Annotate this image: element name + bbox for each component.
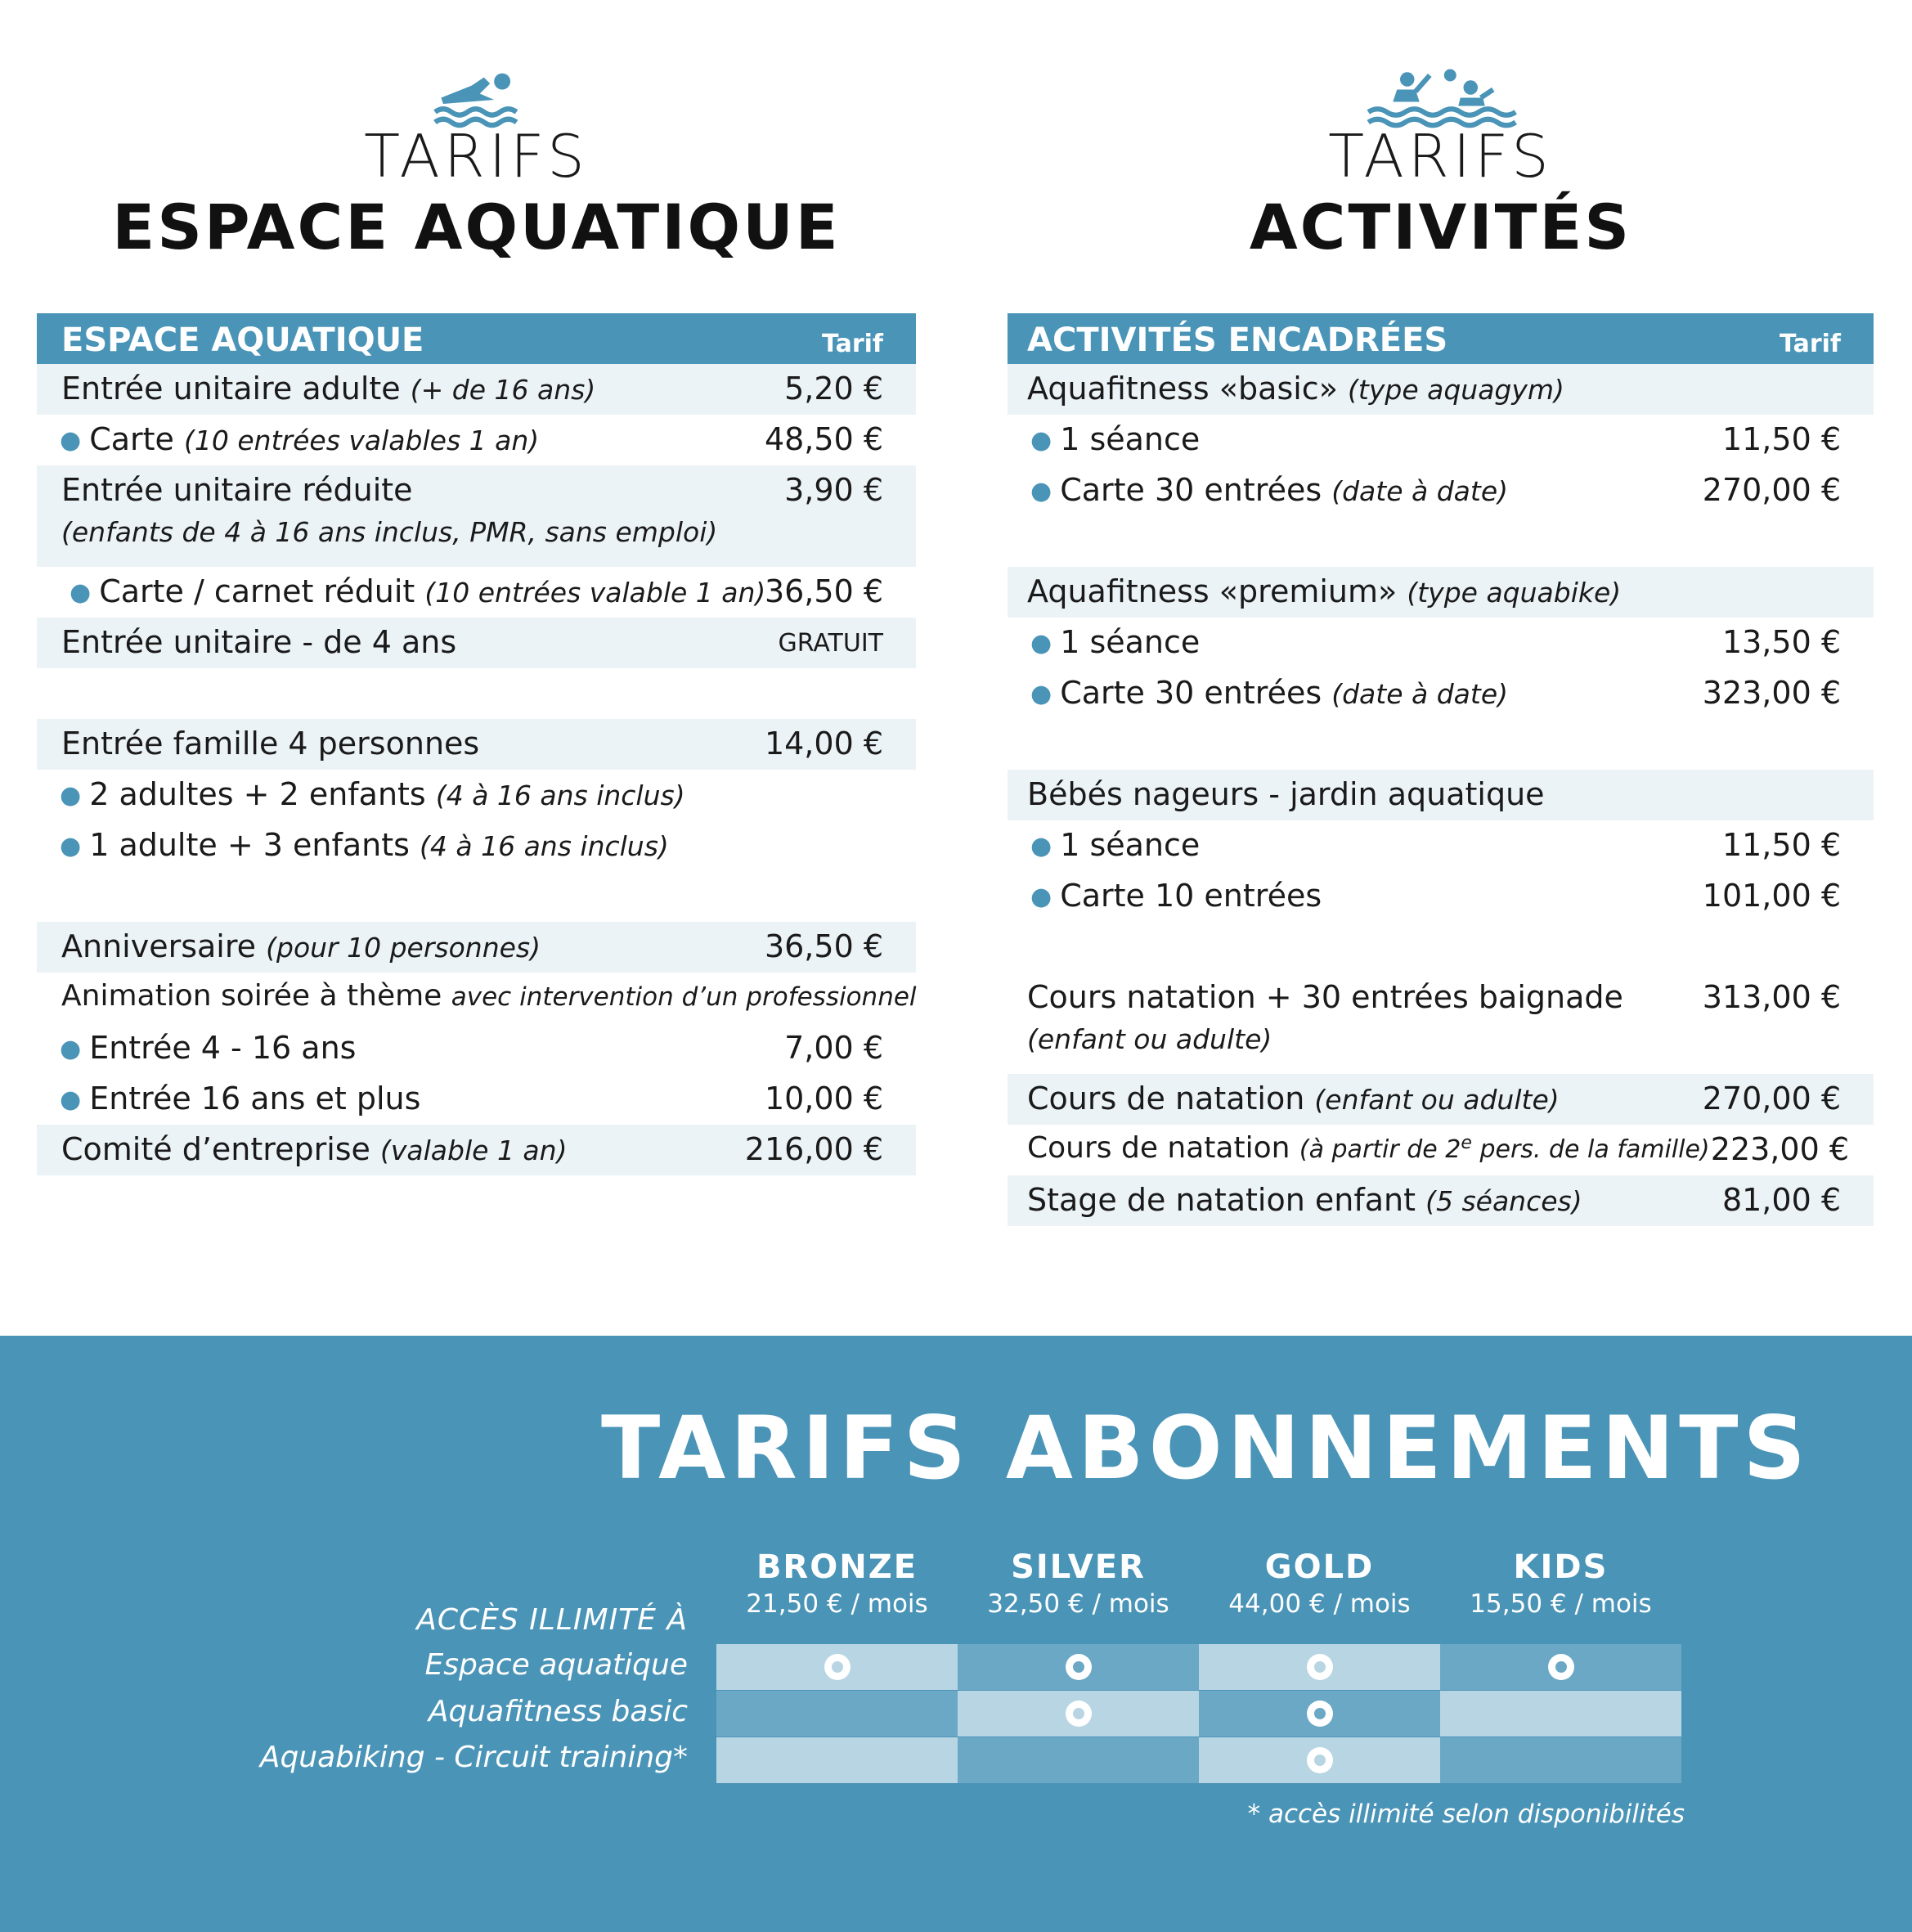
row-label: Aquafitness «premium» — [1027, 573, 1398, 609]
grid-cell — [1199, 1691, 1440, 1737]
right-title-big: ACTIVITÉS — [1249, 191, 1632, 263]
row-label: Stage de natation enfant — [1027, 1182, 1416, 1218]
abonnements-title: TARIFS ABONNEMENTS — [601, 1398, 1811, 1498]
feature-label: Aquabiking - Circuit training* — [259, 1741, 688, 1774]
table-row — [37, 364, 916, 415]
row-price: 5,20 € — [784, 371, 883, 407]
row-price: 101,00 € — [1702, 878, 1841, 914]
row-note: (enfant ou adulte) — [1314, 1084, 1560, 1116]
row-label: Carte 30 entrées — [1060, 675, 1322, 711]
plan-name: SILVER — [1011, 1548, 1146, 1586]
row-label: Cours de natation — [1027, 1081, 1305, 1117]
bullet-icon: ● — [1030, 680, 1052, 708]
bullet-icon: ● — [1030, 832, 1052, 860]
included-icon — [1307, 1654, 1333, 1680]
grid-cell — [716, 1737, 958, 1783]
bullet-icon: ● — [60, 1035, 82, 1063]
row-label: Aquafitness «basic» — [1027, 371, 1338, 407]
included-icon — [1307, 1701, 1333, 1727]
row-price: 10,00 € — [764, 1081, 883, 1117]
table-row — [1008, 871, 1874, 922]
bullet-icon: ● — [70, 578, 92, 607]
bullet-icon: ● — [60, 832, 82, 860]
row-note: (4 à 16 ans inclus) — [435, 780, 685, 811]
table-row — [37, 567, 916, 618]
row-note: (enfants de 4 à 16 ans inclus, PMR, sans emploi) — [61, 516, 718, 548]
footnote: * accès illimité selon disponibilités — [1247, 1799, 1685, 1829]
row-price: GRATUIT — [778, 629, 883, 658]
row-note: (à partir de 2 — [1299, 1135, 1461, 1164]
grid-cell — [1199, 1737, 1440, 1783]
grid-cell — [958, 1737, 1199, 1783]
table-row — [1008, 364, 1874, 415]
row-price: 313,00 € — [1702, 979, 1841, 1015]
table-header-price: Tarif — [1780, 330, 1841, 358]
plan-kids — [1440, 1548, 1681, 1619]
table-row — [1008, 820, 1874, 871]
table-row — [37, 1125, 916, 1175]
row-note: pers. de la famille) — [1471, 1135, 1710, 1164]
table-row — [1008, 567, 1874, 618]
plan-price: 21,50 € / mois — [746, 1589, 928, 1619]
row-price: 14,00 € — [764, 726, 883, 762]
bullet-icon: ● — [1030, 477, 1052, 505]
row-note: (10 entrées valables 1 an) — [184, 425, 540, 456]
plan-name: KIDS — [1513, 1548, 1609, 1586]
row-price: 270,00 € — [1702, 1081, 1841, 1117]
table-row — [1008, 973, 1874, 1074]
plan-price: 44,00 € / mois — [1228, 1589, 1411, 1619]
swimmer-icon — [37, 67, 916, 128]
row-label: Carte — [89, 421, 174, 457]
table-row — [1008, 1074, 1874, 1125]
row-label: 1 adulte + 3 enfants — [89, 827, 410, 863]
table-row — [1008, 465, 1874, 516]
row-price: 13,50 € — [1721, 624, 1841, 660]
row-label: Entrée 16 ans et plus — [89, 1081, 421, 1117]
grid-cell — [1440, 1737, 1681, 1783]
plan-bronze — [716, 1548, 958, 1619]
row-price: 36,50 € — [764, 573, 883, 609]
row-label: Carte 10 entrées — [1060, 878, 1322, 914]
table-row — [37, 973, 916, 1023]
row-note: (date à date) — [1331, 475, 1509, 507]
bullet-icon: ● — [60, 426, 82, 455]
bullet-icon: ● — [1030, 883, 1052, 911]
table-row — [1008, 1175, 1874, 1226]
row-label: 1 séance — [1060, 827, 1201, 863]
table-row — [37, 415, 916, 465]
row-label: Cours natation + 30 entrées baignade — [1027, 979, 1623, 1015]
row-note: (date à date) — [1331, 678, 1509, 710]
water-play-icon — [1008, 67, 1874, 128]
table-row — [37, 1074, 916, 1125]
included-icon — [1307, 1747, 1333, 1773]
table-row — [37, 770, 916, 820]
plan-price: 32,50 € / mois — [987, 1589, 1169, 1619]
row-label: Cours de natation — [1027, 1131, 1290, 1165]
row-price: 270,00 € — [1702, 472, 1841, 508]
row-label: Anniversaire — [61, 928, 257, 964]
row-label: Carte / carnet réduit — [99, 573, 415, 609]
access-label: ACCÈS ILLIMITÉ À — [416, 1603, 688, 1637]
plan-price: 15,50 € / mois — [1470, 1589, 1652, 1619]
table-header — [37, 313, 916, 364]
row-label: Entrée unitaire - de 4 ans — [61, 624, 457, 660]
row-label: Entrée famille 4 personnes — [61, 726, 480, 762]
row-label: Comité d’entreprise — [61, 1131, 370, 1167]
row-note-superscript: e — [1461, 1133, 1472, 1153]
table-row — [1008, 668, 1874, 719]
included-icon — [1066, 1654, 1092, 1680]
bullet-icon: ● — [60, 781, 82, 810]
feature-label: Aquafitness basic — [428, 1695, 688, 1728]
plan-gold — [1199, 1548, 1440, 1619]
included-icon — [1066, 1701, 1092, 1727]
table-row — [37, 820, 916, 871]
bullet-icon: ● — [1030, 426, 1052, 455]
left-title-big: ESPACE AQUATIQUE — [112, 191, 841, 263]
grid-cell — [1440, 1691, 1681, 1737]
row-note: (valable 1 an) — [380, 1134, 568, 1166]
row-note: (type aquagym) — [1348, 374, 1564, 406]
espace-aquatique-table — [37, 313, 916, 1175]
row-note: (type aquabike) — [1407, 577, 1622, 609]
row-price: 7,00 € — [784, 1030, 883, 1066]
plan-name: BRONZE — [756, 1548, 918, 1586]
row-label: Entrée unitaire réduite — [61, 472, 413, 508]
included-icon — [824, 1654, 851, 1680]
table-header — [1008, 313, 1874, 364]
row-label: Entrée 4 - 16 ans — [89, 1030, 357, 1066]
row-price: 36,50 € — [764, 928, 883, 964]
right-title-small: TARIFS — [1328, 122, 1553, 191]
row-price: 216,00 € — [744, 1131, 883, 1167]
table-row — [1008, 618, 1874, 668]
table-row — [37, 922, 916, 973]
table-header-price: Tarif — [822, 330, 883, 358]
grid-cell — [1199, 1644, 1440, 1690]
table-row — [37, 1023, 916, 1074]
row-label: 1 séance — [1060, 624, 1201, 660]
row-price: 11,50 € — [1721, 827, 1841, 863]
table-header-title: ESPACE AQUATIQUE — [61, 321, 424, 359]
row-label: 1 séance — [1060, 421, 1201, 457]
row-note: (+ de 16 ans) — [410, 374, 596, 406]
row-note: (enfant ou adulte) — [1027, 1023, 1272, 1055]
row-label: Bébés nageurs - jardin aquatique — [1027, 776, 1545, 812]
row-price: 223,00 € — [1710, 1131, 1849, 1167]
table-row — [37, 465, 916, 567]
row-label: Animation soirée à thème — [61, 979, 442, 1013]
table-row — [1008, 415, 1874, 465]
table-row — [1008, 1125, 1874, 1175]
row-note: (10 entrées valable 1 an) — [424, 577, 766, 609]
grid-cell — [1440, 1644, 1681, 1690]
row-price: 48,50 € — [764, 421, 883, 457]
row-label: 2 adultes + 2 enfants — [89, 776, 426, 812]
row-price: 3,90 € — [784, 472, 883, 508]
grid-cell — [958, 1644, 1199, 1690]
feature-label: Espace aquatique — [424, 1648, 688, 1682]
plan-silver — [958, 1548, 1199, 1619]
row-note: (4 à 16 ans inclus) — [420, 830, 669, 862]
row-price: 81,00 € — [1721, 1182, 1841, 1218]
left-title-small: TARIFS — [364, 122, 589, 191]
activites-table — [1008, 313, 1874, 1226]
row-label: Carte 30 entrées — [1060, 472, 1322, 508]
grid-cell — [958, 1691, 1199, 1737]
included-icon — [1548, 1654, 1574, 1680]
table-row — [1008, 770, 1874, 820]
table-row — [37, 719, 916, 770]
bullet-icon: ● — [1030, 629, 1052, 658]
grid-cell — [716, 1691, 958, 1737]
plan-name: GOLD — [1264, 1548, 1375, 1586]
table-row — [37, 618, 916, 668]
table-header-title: ACTIVITÉS ENCADRÉES — [1027, 321, 1448, 359]
row-price: 11,50 € — [1721, 421, 1841, 457]
row-note: (5 séances) — [1425, 1185, 1582, 1217]
bullet-icon: ● — [60, 1085, 82, 1114]
row-note: (pour 10 personnes) — [266, 932, 541, 964]
grid-cell — [716, 1644, 958, 1690]
row-price: 323,00 € — [1702, 675, 1841, 711]
row-note: avec intervention d’un professionnel — [451, 982, 917, 1012]
row-label: Entrée unitaire adulte — [61, 371, 401, 407]
